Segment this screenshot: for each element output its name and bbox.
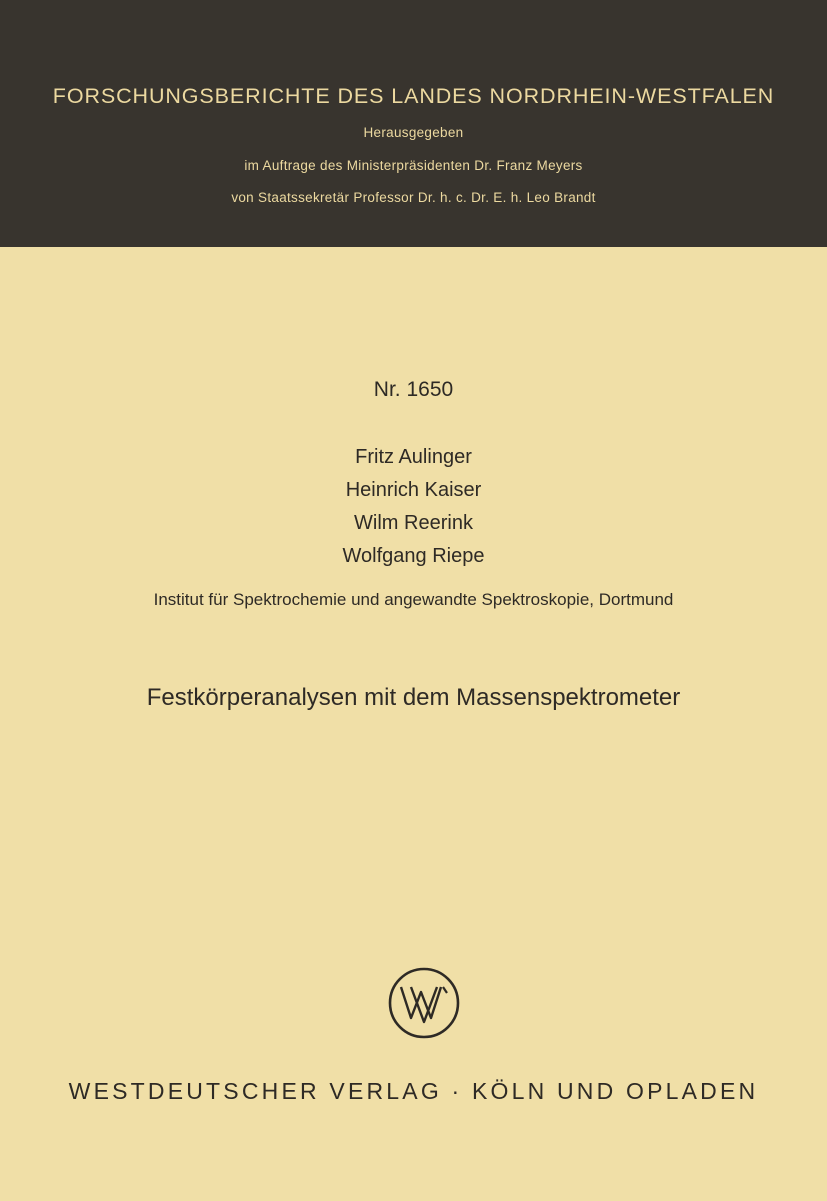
header-band [0,0,827,247]
institute-line: Institut für Spektrochemie und angewandte Spektroskopie, Dortmund [153,590,674,609]
editor-line-3: von Staatssekretär Professor Dr. h. c. Dr. E. h. Leo Brandt [231,190,596,205]
book-title: Festkörperanalysen mit dem Massenspektrometer [146,684,681,711]
author-4: Wolfgang Riepe [342,545,485,567]
series-title: FORSCHUNGSBERICHTE DES LANDES NORDRHEIN-WESTFALEN [52,84,775,108]
editor-line-1: Herausgegeben [363,125,464,140]
volume-number: Nr. 1650 [373,378,454,401]
author-1: Fritz Aulinger [355,446,472,468]
author-3: Wilm Reerink [354,512,473,534]
author-2: Heinrich Kaiser [345,479,482,501]
editor-line-2: im Auftrage des Ministerpräsidenten Dr. Franz Meyers [244,158,583,173]
publisher-line: WESTDEUTSCHER VERLAG · KÖLN UND OPLADEN [68,1078,759,1104]
wv-monogram-icon [387,966,461,1040]
